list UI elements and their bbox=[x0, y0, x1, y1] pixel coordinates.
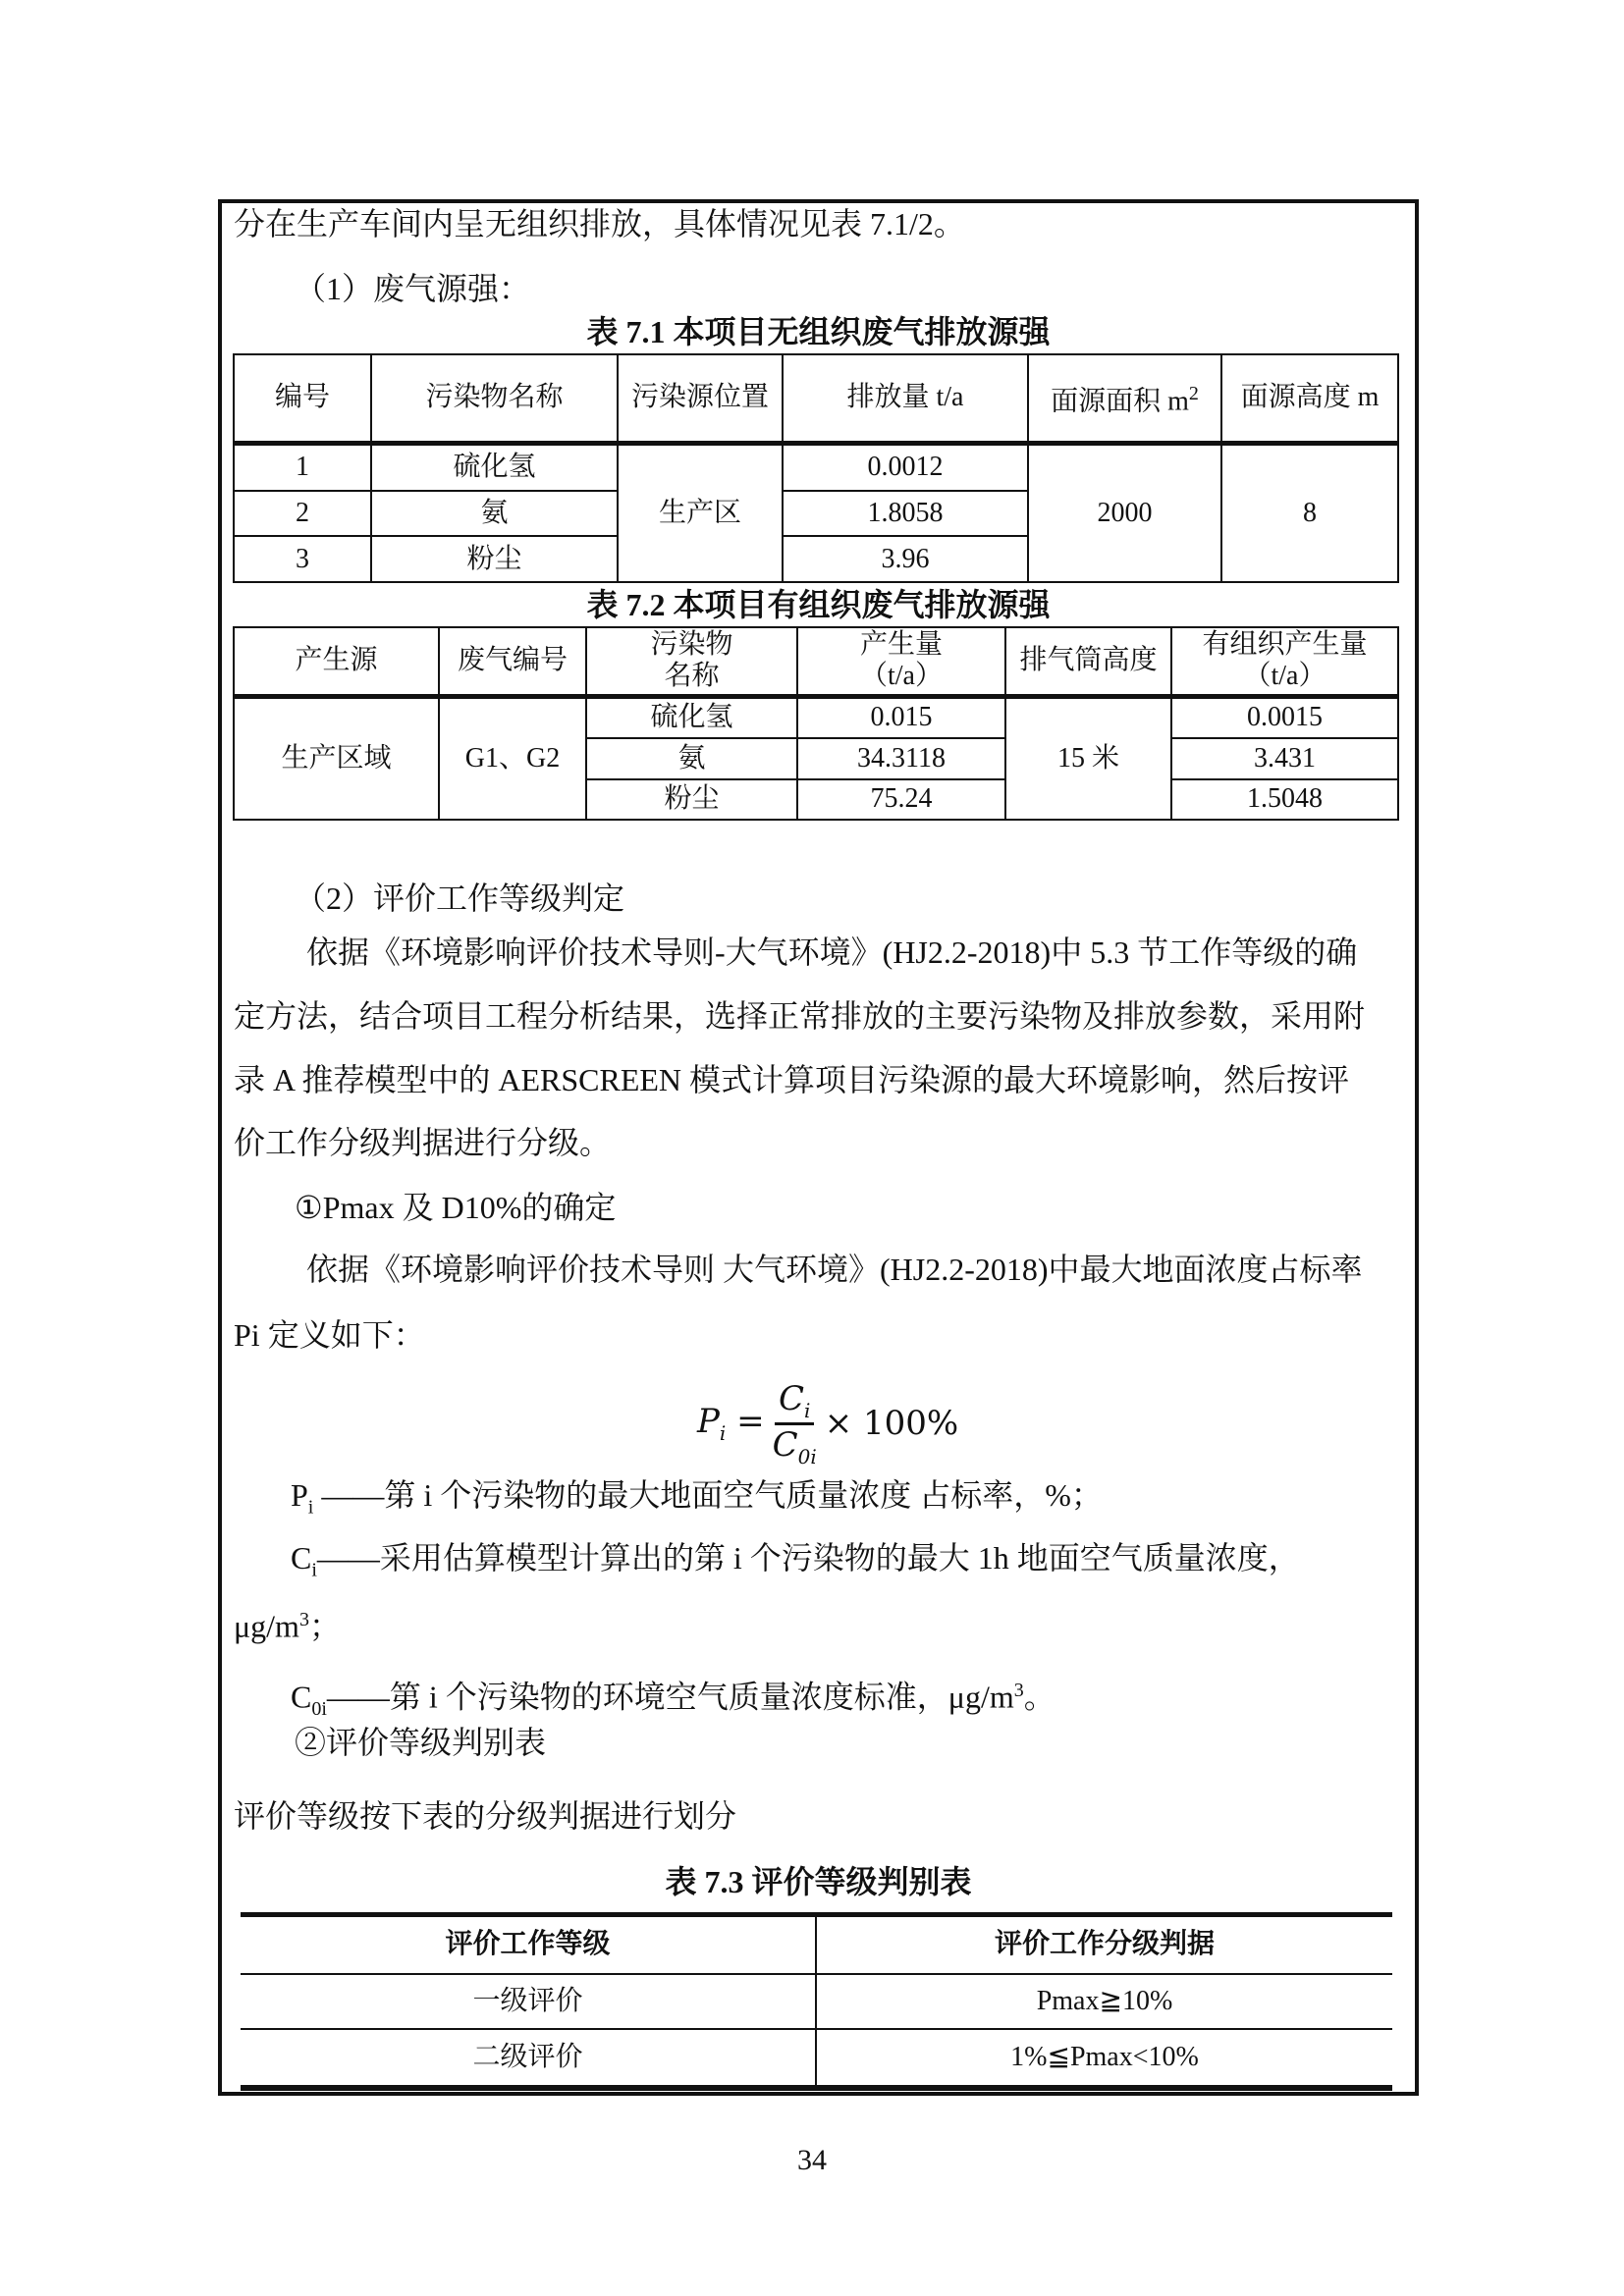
definition-ci-unit: $\mu g/m^3$； bbox=[234, 1608, 341, 1644]
section-heading-1: （1）废气源强： bbox=[295, 271, 531, 306]
table3-caption: 表 7.3 评价等级判别表 bbox=[665, 1864, 972, 1899]
paragraph-line: 定方法，结合项目工程分析结果，选择正常排放的主要污染物及排放参数，采用附 bbox=[234, 998, 1366, 1034]
col-header: 产生量 （t/a） bbox=[797, 627, 1005, 696]
cell: 粉尘 bbox=[586, 779, 797, 820]
cell: 75.24 bbox=[797, 779, 1005, 820]
cell: 1.5048 bbox=[1171, 779, 1398, 820]
cell: 2 bbox=[234, 491, 371, 537]
col-header: 面源面积 $m^2$ bbox=[1028, 354, 1221, 443]
cell: 氨 bbox=[371, 491, 618, 537]
paragraph-line: 价工作分级判据进行分级。 bbox=[234, 1125, 612, 1160]
cell: 3.96 bbox=[783, 536, 1028, 582]
col-header: 评价工作等级 bbox=[241, 1915, 816, 1974]
cell: Pmax≧10% bbox=[816, 1974, 1392, 2030]
cell: 一级评价 bbox=[241, 1974, 816, 2030]
col-header: 评价工作分级判据 bbox=[816, 1915, 1392, 1974]
col-header: 污染源位置 bbox=[618, 354, 783, 443]
paragraph-line: Pi 定义如下： bbox=[234, 1317, 425, 1353]
col-header: 编号 bbox=[234, 354, 371, 443]
cell: 生产区域 bbox=[234, 696, 439, 820]
paragraph-line: 依据《环境影响评价技术导则-大气环境》(HJ2.2-2018)中 5.3 节工作等级的确 bbox=[306, 934, 1358, 970]
definition-pi: $P_i$ ——第 i 个污染物的最大地面空气质量浓度 占标率，%； bbox=[291, 1477, 1103, 1519]
paragraph-line: 录 A 推荐模型中的 AERSCREEN 模式计算项目污染源的最大环境影响，然后按评 bbox=[234, 1062, 1350, 1097]
paragraph-line: 评价等级按下表的分级判据进行划分 bbox=[234, 1798, 737, 1834]
cell: 粉尘 bbox=[371, 536, 618, 582]
definition-c0i: $C_{0i}——$第 i 个污染物的环境空气质量浓度标准，$\mu g/m^3$。 bbox=[291, 1679, 1056, 1721]
col-header: 有组织产生量 （t/a） bbox=[1171, 627, 1398, 696]
cell: 硫化氢 bbox=[371, 443, 618, 491]
col-header: 产生源 bbox=[234, 627, 439, 696]
col-header: 排气筒高度 bbox=[1005, 627, 1171, 696]
table1-caption: 表 7.1 本项目无组织废气排放源强 bbox=[586, 314, 1051, 349]
cell: 3.431 bbox=[1171, 738, 1398, 778]
col-header: 污染物名称 bbox=[371, 354, 618, 443]
cell: 0.0012 bbox=[783, 443, 1028, 491]
definition-ci: $C_i——$采用估算模型计算出的第 i 个污染物的最大 1h 地面空气质量浓度， bbox=[291, 1540, 1300, 1581]
cell: 1.8058 bbox=[783, 491, 1028, 537]
table-organized-emissions bbox=[233, 626, 1399, 821]
page-number: 34 bbox=[797, 2144, 827, 2176]
cell: 34.3118 bbox=[797, 738, 1005, 778]
cell: 1%≦Pmax<10% bbox=[816, 2029, 1392, 2088]
subheading-pmax: ①Pmax 及 D10%的确定 bbox=[295, 1190, 617, 1225]
cell: 0.0015 bbox=[1171, 696, 1398, 738]
cell: 3 bbox=[234, 536, 371, 582]
table2-caption: 表 7.2 本项目有组织废气排放源强 bbox=[586, 587, 1051, 622]
cell: 0.015 bbox=[797, 696, 1005, 738]
intro-line: 分在生产车间内呈无组织排放，具体情况见表 7.1/2。 bbox=[234, 206, 965, 241]
cell: 氨 bbox=[586, 738, 797, 778]
cell: 生产区 bbox=[618, 443, 783, 582]
section-heading-2: （2）评价工作等级判定 bbox=[295, 881, 625, 916]
cell: G1、G2 bbox=[439, 696, 586, 820]
col-header: 排放量 t/a bbox=[783, 354, 1028, 443]
col-header: 废气编号 bbox=[439, 627, 586, 696]
paragraph-line: 依据《环境影响评价技术导则 大气环境》(HJ2.2-2018)中最大地面浓度占标率 bbox=[306, 1252, 1363, 1287]
table-grade-criteria bbox=[241, 1912, 1392, 2091]
formula-pi: $P_i$ = $\frac{C_i}{C_{0i}}$ × 100% bbox=[697, 1379, 959, 1468]
cell: 15 米 bbox=[1005, 696, 1171, 820]
cell: 1 bbox=[234, 443, 371, 491]
cell: 2000 bbox=[1028, 443, 1221, 582]
cell: 硫化氢 bbox=[586, 696, 797, 738]
cell: 8 bbox=[1221, 443, 1398, 582]
cell: 二级评价 bbox=[241, 2029, 816, 2088]
table-unorganized-emissions bbox=[233, 353, 1399, 583]
subheading-grade-table: ②评价等级判别表 bbox=[295, 1725, 547, 1760]
col-header: 污染物 名称 bbox=[586, 627, 797, 696]
col-header: 面源高度 m bbox=[1221, 354, 1398, 443]
